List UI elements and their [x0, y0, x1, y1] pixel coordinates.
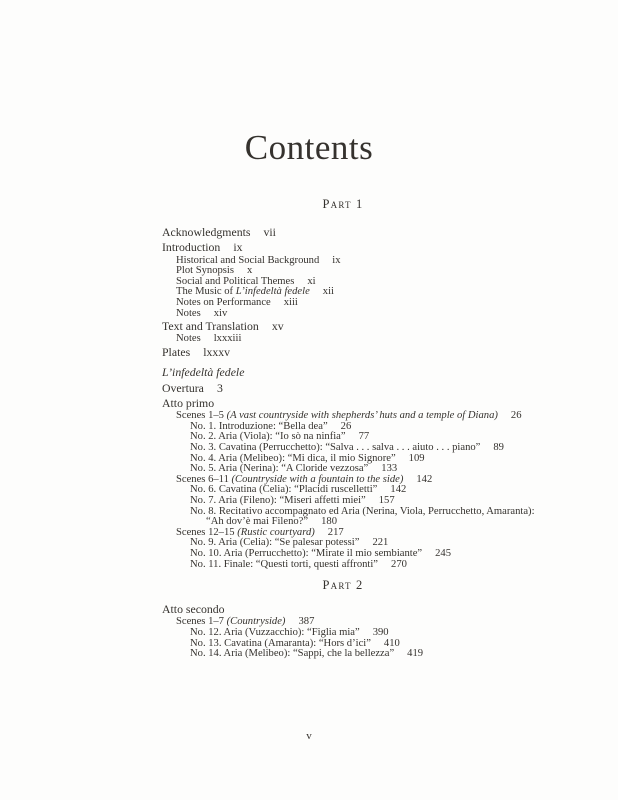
toc-page-number: 133	[381, 463, 398, 475]
toc-entry-text: Social and Political Themes	[176, 275, 295, 287]
toc-page-number: 245	[435, 547, 451, 559]
toc-list	[0, 198, 618, 660]
toc-entry	[0, 256, 618, 267]
toc-entry-text: No. 13. Cavatina (Amaranta): “Hors d’ici”	[190, 637, 371, 649]
toc-page-number: 270	[391, 558, 407, 570]
toc-entry	[0, 240, 618, 255]
toc-page-number: xiii	[283, 296, 298, 308]
toc-page-number: ix	[233, 240, 243, 255]
toc-entry-text: No. 9. Aria (Celia): “Se palesar potessi”	[190, 537, 360, 549]
toc-entry-text: No. 6. Cavatina (Celia): “Placidi ruscelletti”	[190, 484, 378, 496]
toc-entry-text: Scenes 1–7	[176, 616, 227, 628]
toc-entry-text: Notes	[176, 333, 201, 345]
toc-entry	[0, 287, 618, 298]
toc-entry-text: No. 4. Aria (Melibeo): “Mi dica, il mio Signore”	[190, 452, 396, 464]
toc-page-number: 3	[216, 380, 223, 395]
toc-entry	[0, 381, 618, 396]
toc-entry-title-italic: L’infedeltà fedele	[162, 365, 245, 380]
toc-entry-text: No. 8. Recitativo accompagnato ed Aria (Nerina, Viola, Perrucchetto, Amaranta):	[190, 505, 535, 517]
toc-entry-text: No. 1. Introduzione: “Bella dea”	[190, 420, 328, 432]
toc-entry-text: The Music of	[176, 286, 236, 298]
toc-page-number: 217	[327, 526, 344, 538]
toc-entry-text: Overtura	[162, 380, 204, 395]
toc-entry-text: Acknowledgments	[162, 225, 251, 239]
toc-entry-title-italic: (Rustic courtyard)	[237, 526, 315, 538]
toc-entry-text: Introduction	[162, 240, 221, 255]
toc-entry-text: No. 10. Aria (Perrucchetto): “Mirate il mio sembiante”	[190, 547, 423, 559]
toc-page-number: 142	[390, 484, 407, 496]
toc-page-number: 142	[416, 473, 433, 485]
toc-entry-text: Text and Translation	[162, 319, 259, 334]
toc-entry-text: No. 5. Aria (Nerina): “A Cloride vezzosa”	[190, 463, 369, 475]
toc-entry-text: Plates	[162, 345, 191, 360]
toc-entry	[0, 319, 618, 334]
toc-page-number: vii	[263, 225, 276, 239]
toc-page-number: lxxxv	[203, 345, 231, 360]
toc-page-number: lxxxiii	[213, 333, 242, 345]
toc-entry-text: Notes	[176, 307, 201, 319]
toc-entry-text: Scenes 6–11	[176, 473, 232, 485]
toc-page-number: 387	[298, 616, 315, 628]
toc-page-number: xi	[307, 275, 316, 287]
toc-entry	[0, 560, 618, 571]
toc-page-number: 26	[340, 420, 352, 432]
toc-entry	[0, 602, 618, 617]
toc-page-number: 180	[321, 516, 337, 528]
toc-entry-text: “Ah dov’è mai Fileno?”	[206, 516, 309, 528]
toc-entry-title-italic: (Countryside with a fountain to the side)	[231, 473, 404, 485]
toc-entry	[0, 365, 618, 380]
toc-entry-text: Plot Synopsis	[176, 265, 234, 277]
toc-page-number: 390	[372, 627, 389, 639]
toc-entry	[0, 507, 618, 518]
toc-entry-title-italic: L’infedeltà fedele	[235, 286, 310, 298]
toc-page-number: 26	[510, 410, 522, 422]
part-heading: Part 2	[322, 578, 364, 593]
toc-entry-text: Notes on Performance	[176, 296, 271, 308]
toc-entry-text: No. 12. Aria (Vuzzacchio): “Figlia mia”	[190, 627, 360, 639]
toc-entry-title-italic: (Countryside)	[226, 616, 286, 628]
toc-entry-text: Scenes 1–5	[176, 410, 227, 422]
toc-page-number: 410	[383, 637, 400, 649]
toc-page-number: 419	[407, 648, 424, 660]
toc-page-number: xv	[271, 319, 284, 334]
page-folio: v	[306, 730, 312, 742]
toc-page-number: x	[247, 265, 253, 277]
toc-entry-text: Atto primo	[162, 395, 215, 410]
toc-entry	[0, 345, 618, 360]
toc-entry	[0, 396, 618, 411]
toc-entry	[0, 225, 618, 240]
toc-page-number: 109	[408, 452, 425, 464]
toc-entry-text: Historical and Social Background	[176, 254, 320, 266]
toc-entry-text: No. 14. Aria (Melibeo): “Sappi, che la bellezza”	[190, 648, 395, 660]
toc-page-number: 221	[372, 537, 389, 549]
toc-page-number: 89	[493, 442, 504, 454]
page-title: Contents	[244, 128, 374, 167]
toc-entry-text: No. 3. Cavatina (Perrucchetto): “Salva . . . salva . . . aiuto . . . piano”	[190, 442, 481, 454]
toc-page-number: 157	[378, 494, 395, 506]
toc-entry	[0, 649, 618, 660]
part-heading: Part 1	[322, 197, 364, 211]
toc-entry-text: No. 7. Aria (Fileno): “Miseri affetti miei”	[190, 494, 366, 506]
toc-page-number: xii	[322, 286, 334, 298]
toc-entry-text: Atto secondo	[162, 602, 225, 617]
toc-entry	[0, 298, 618, 309]
toc-page-number: ix	[332, 254, 341, 266]
toc-page-number: xiv	[213, 307, 228, 319]
toc-entry-text: Scenes 12–15	[176, 526, 238, 538]
toc-entry	[0, 309, 618, 320]
toc-page-number: 77	[358, 431, 370, 443]
toc-entry-text: No. 2. Aria (Viola): “Io sò na ninfia”	[190, 431, 346, 443]
toc-entry-text: No. 11. Finale: “Questi torti, questi affronti”	[190, 558, 379, 570]
toc-entry-title-italic: (A vast countryside with shepherds’ huts and a temple of Diana)	[226, 410, 498, 422]
toc-entry	[0, 334, 618, 345]
